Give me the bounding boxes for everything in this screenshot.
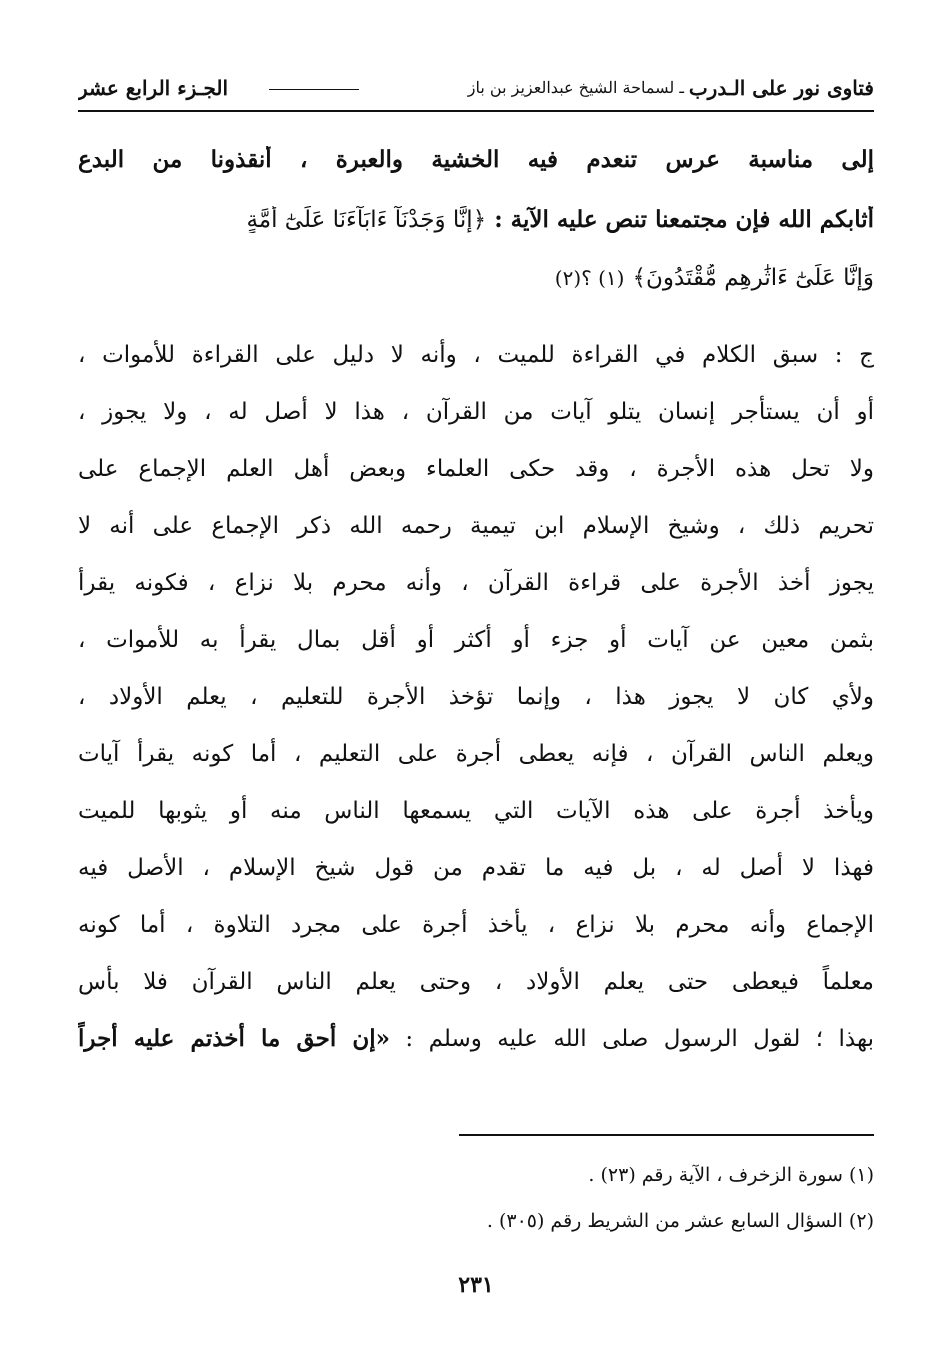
footnote-separator bbox=[459, 1134, 874, 1136]
running-header bbox=[78, 66, 874, 112]
footnote-2: (٢) السؤال السابع عشر من الشريط رقم (٣٠٥) . bbox=[486, 1210, 874, 1232]
quran-verse-start: ﴿إِنَّا وَجَدْنَآ ءَابَآءَنَا عَلَىٰٓ أُمَّةٍ bbox=[246, 207, 487, 233]
volume-label: الجـزء الرابع عشر bbox=[78, 76, 229, 100]
footnote-refs: (١) ؟(٢) bbox=[554, 266, 625, 290]
answer-line: ج : سبق الكلام في القراءة للميت ، وأنه لا دليل على القراءة للأموات ، bbox=[78, 342, 874, 368]
question-line-2 bbox=[78, 206, 874, 233]
question-line-1: إلى مناسبة عرس تنعدم فيه الخشية والعبرة ، أنقذونا من البدع bbox=[78, 146, 874, 173]
answer-line: ويعلم الناس القرآن ، فإنه يعطى أجرة على التعليم ، أما كونه يقرأ آيات bbox=[78, 741, 874, 767]
page-number: ٢٣١ bbox=[458, 1272, 494, 1298]
book-title: فتاوى نور على الـدرب bbox=[688, 76, 874, 100]
answer-line: تحريم ذلك ، وشيخ الإسلام ابن تيمية رحمه الله ذكر الإجماع على أنه لا bbox=[78, 513, 874, 539]
answer-line: ولا تحل هذه الأجرة ، وقد حكى العلماء وبعض أهل العلم الإجماع على bbox=[78, 456, 874, 482]
question-line-3 bbox=[78, 264, 874, 291]
book-author: ـ لسماحة الشيخ عبدالعزيز بن باز bbox=[467, 78, 684, 97]
answer-line-last bbox=[78, 1019, 874, 1059]
answer-text: بهذا ؛ لقول الرسول صلى الله عليه وسلم : bbox=[405, 1026, 874, 1052]
answer-line: يجوز أخذ الأجرة على قراءة القرآن ، وأنه محرم بلا نزاع ، فكونه يقرأ bbox=[78, 570, 874, 596]
quran-verse-end: وَإِنَّا عَلَىٰٓ ءَاثَٰرِهِم مُّقْتَدُونَ﴾ bbox=[632, 265, 874, 291]
answer-line: معلماً فيعطى حتى يعلم الأولاد ، وحتى يعلم الناس القرآن فلا بأس bbox=[78, 969, 874, 995]
footnote-1: (١) سورة الزخرف ، الآية رقم (٢٣) . bbox=[588, 1164, 874, 1186]
answer-line: بثمن معين عن آيات أو جزء أو أكثر أو أقل بمال يقرأ به للأموات ، bbox=[78, 627, 874, 653]
answer-line: فهذا لا أصل له ، بل فيه ما تقدم من قول شيخ الإسلام ، الأصل فيه bbox=[78, 855, 874, 881]
answer-line: الإجماع وأنه محرم بلا نزاع ، يأخذ أجرة على مجرد التلاوة ، أما كونه bbox=[78, 912, 874, 938]
hadith-quote: «إن أحق ما أخذتم عليه أجراً bbox=[78, 1025, 390, 1052]
question-text: أثابكم الله فإن مجتمعنا تنص عليه الآية : bbox=[494, 206, 874, 233]
answer-line: ولأي كان لا يجوز هذا ، وإنما تؤخذ الأجرة للتعليم ، يعلم الأولاد ، bbox=[78, 684, 874, 710]
header-dash bbox=[269, 89, 359, 90]
answer-line: ويأخذ أجرة على هذه الآيات التي يسمعها الناس منه أو يثوبها للميت bbox=[78, 798, 874, 824]
answer-line: أو أن يستأجر إنسان يتلو آيات من القرآن ، هذا لا أصل له ، ولا يجوز ، bbox=[78, 399, 874, 425]
